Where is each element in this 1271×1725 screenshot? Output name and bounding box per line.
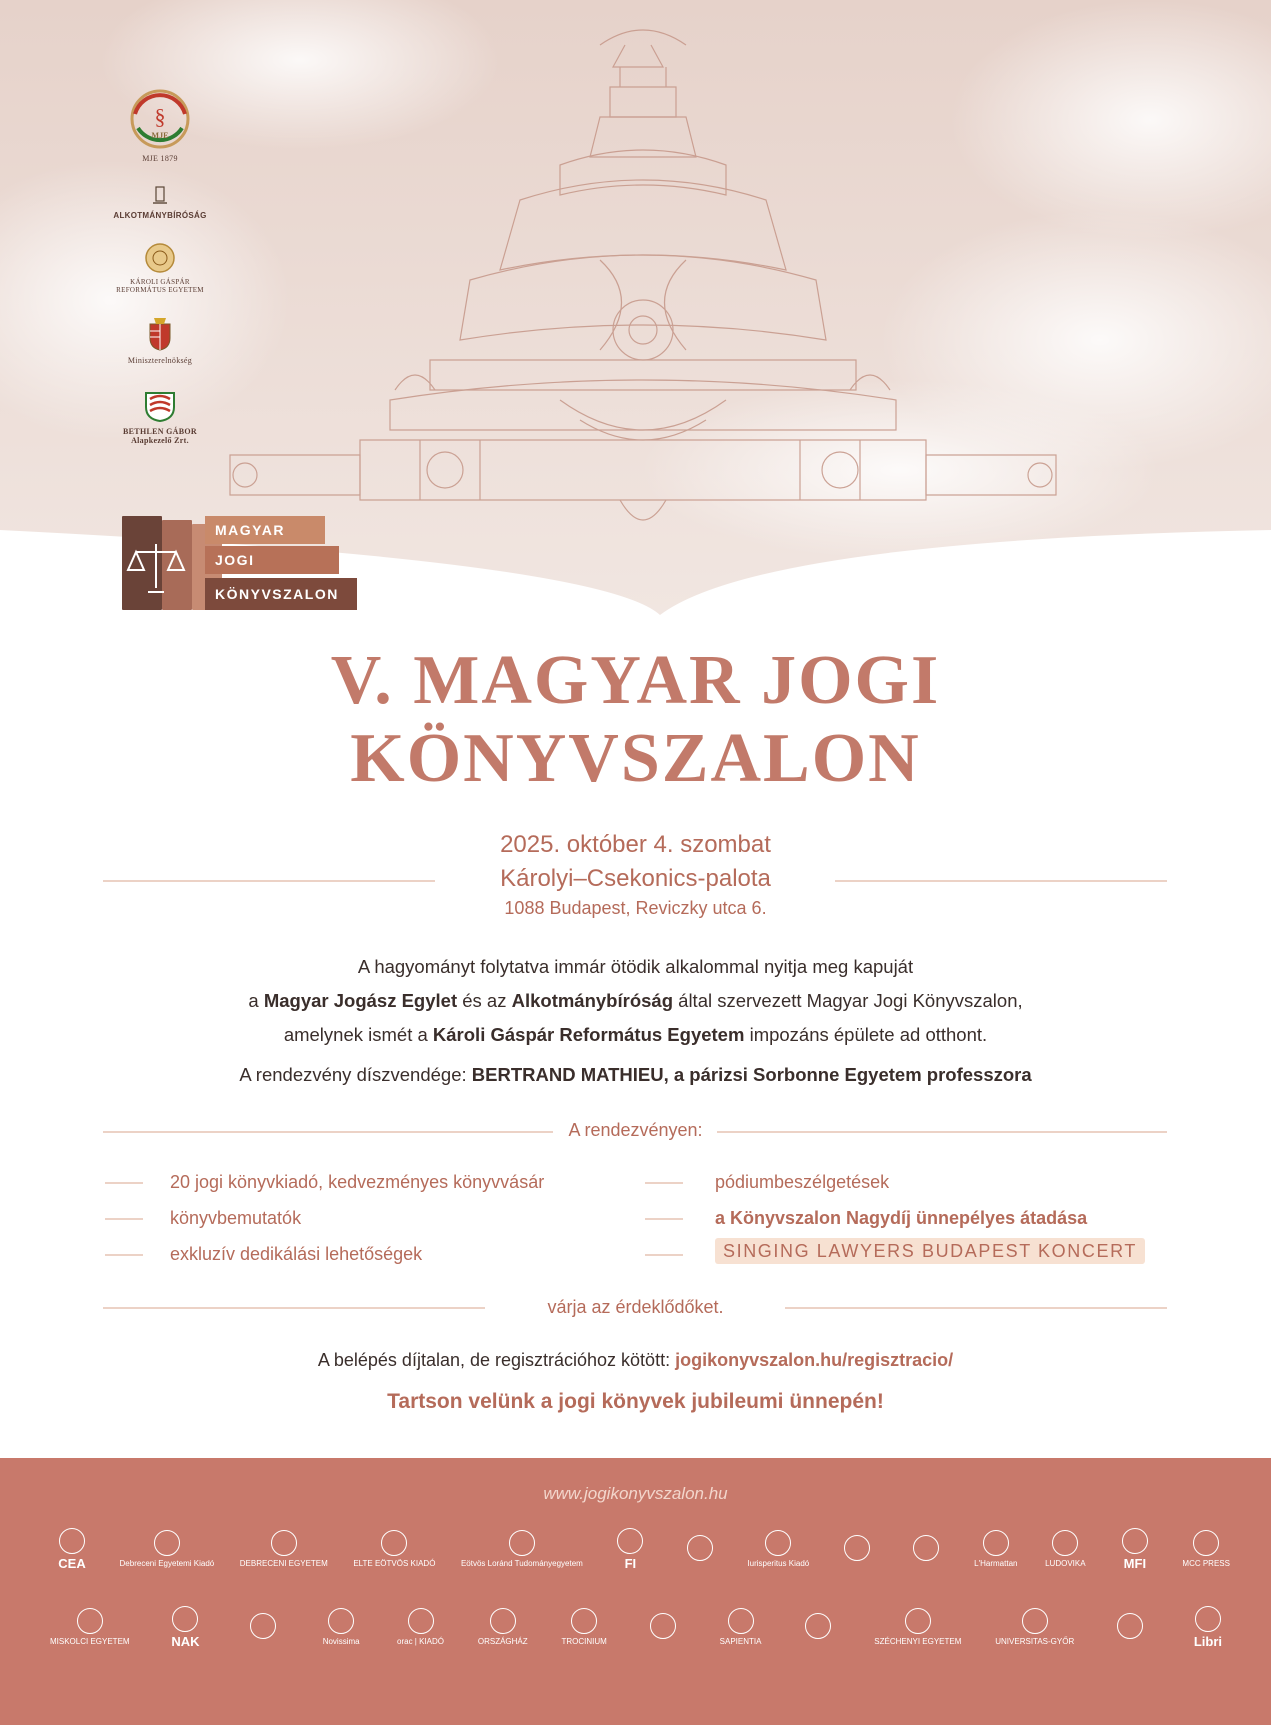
divider	[835, 880, 1167, 882]
partner-emblem-icon	[1193, 1530, 1219, 1556]
list-bullet	[645, 1182, 683, 1184]
intro-line3: amelynek ismét a Károli Gáspár Református Egyetem impozáns épülete ad otthont.	[283, 1024, 988, 1045]
partner-logo	[478, 1608, 528, 1647]
partner-emblem-icon	[59, 1528, 85, 1554]
event-venue: Károlyi–Csekonics-palota	[500, 865, 771, 892]
registration-info: A belépés díjtalan, de regisztrációhoz kötött: jogikonyvszalon.hu/regisztracio/	[317, 1350, 954, 1370]
website-link[interactable]: www.jogikonyvszalon.hu	[543, 1484, 728, 1503]
partner-logo	[562, 1608, 607, 1647]
partner-emblem-icon	[250, 1613, 276, 1639]
karoli-icon	[144, 242, 176, 274]
mje-name: Magyar Jogász Egylet	[263, 990, 458, 1011]
partner-name: UNIVERSITAS-GYŐR	[995, 1637, 1075, 1646]
partner-emblem-icon	[271, 1530, 297, 1556]
karoli-name: Károli Gáspár Református Egyetem	[432, 1024, 745, 1045]
call-to-action: Tartson velünk a jogi könyvek jubileumi ünnepén!	[387, 1390, 884, 1413]
partner-emblem-icon	[650, 1613, 676, 1639]
svg-text:§: §	[154, 104, 166, 129]
partner-emblem-icon	[1122, 1528, 1148, 1554]
event-logo-line1: MAGYAR	[205, 516, 325, 544]
karoli-logo	[100, 242, 220, 294]
program-item: exkluzív dedikálási lehetőségek	[170, 1244, 423, 1264]
karoli-caption: KÁROLI GÁSPÁR REFORMÁTUS EGYETEM	[116, 278, 204, 294]
intro-line2: a Magyar Jogász Egylet és az Alkotmánybíróság által szervezett Magyar Jogi Könyvszalon,	[248, 990, 1023, 1011]
partner-logo	[719, 1608, 763, 1647]
partner-name: DEBRECENI EGYETEM	[239, 1559, 328, 1568]
list-bullet	[105, 1218, 143, 1220]
partner-name: orac | KIADÓ	[397, 1637, 444, 1646]
list-bullet	[645, 1254, 683, 1256]
miniszterelnokseg-logo	[100, 316, 220, 365]
alkotmanybirosag-name: Alkotmánybíróság	[511, 990, 674, 1011]
partner-logo	[874, 1608, 961, 1647]
partner-emblem-icon	[490, 1608, 516, 1634]
list-bullet	[105, 1182, 143, 1184]
event-date-venue	[0, 828, 1271, 896]
partner-emblem-icon	[1022, 1608, 1048, 1634]
bethlen-gabor-logo	[100, 387, 220, 445]
partner-emblem-icon	[765, 1530, 791, 1556]
partner-emblem-icon	[617, 1528, 643, 1554]
event-logo	[122, 516, 357, 610]
partner-name: FI	[624, 1556, 637, 1571]
partner-emblem-icon	[571, 1608, 597, 1634]
list-bullet	[645, 1218, 683, 1220]
page-title-line1: V. MAGYAR JOGI	[330, 642, 941, 719]
partner-logo	[678, 1535, 722, 1564]
partner-logos-row2	[50, 1606, 1230, 1649]
concert-badge: SINGING LAWYERS BUDAPEST KONCERT	[715, 1238, 1145, 1264]
partner-emblem-icon	[905, 1608, 931, 1634]
partner-name: Eötvös Loránd Tudományegyetem	[460, 1559, 583, 1568]
partner-emblem-icon	[687, 1535, 713, 1561]
partner-name: LUDOVIKA	[1045, 1559, 1086, 1568]
partner-name: Debreceni Egyetemi Kiadó	[119, 1559, 215, 1568]
partner-emblem-icon	[154, 1530, 180, 1556]
alkotmanybirosag-icon	[145, 185, 175, 207]
program-item-concert	[715, 1239, 1145, 1263]
intro-paragraph	[0, 950, 1271, 1052]
partner-logo	[461, 1530, 583, 1569]
mje-emblem-icon	[129, 88, 191, 150]
partner-name: ELTE EÖTVÖS KIADÓ	[353, 1559, 436, 1568]
program-item-award: a Könyvszalon Nagydíj ünnepélyes átadása	[715, 1208, 1088, 1228]
partner-emblem-icon	[844, 1535, 870, 1561]
partner-logo	[1108, 1613, 1152, 1642]
partner-logo	[1182, 1530, 1230, 1569]
partner-emblem-icon	[172, 1606, 198, 1632]
partner-logo	[796, 1613, 840, 1642]
event-logo-line3: KÖNYVSZALON	[205, 578, 357, 610]
mje-logo	[100, 88, 220, 163]
partner-logo	[995, 1608, 1074, 1647]
alkotmanybirosag-caption: ALKOTMÁNYBÍRÓSÁG	[113, 211, 207, 220]
partner-name: Novissima	[322, 1637, 360, 1646]
registration-link[interactable]: jogikonyvszalon.hu/regisztracio/	[675, 1350, 954, 1370]
guest-name: BERTRAND MATHIEU, a párizsi Sorbonne Egyetem professzora	[471, 1064, 1032, 1085]
partner-name: TROCINIUM	[561, 1637, 607, 1646]
partner-logo	[353, 1530, 435, 1569]
partner-emblem-icon	[77, 1608, 103, 1634]
divider	[103, 880, 435, 882]
partner-name: Iurisperitus Kiadó	[747, 1559, 810, 1568]
partner-name: MFI	[1123, 1556, 1147, 1571]
partner-name: MCC PRESS	[1182, 1559, 1230, 1568]
partner-name: L'Harmattan	[974, 1559, 1018, 1568]
waiting-text: várja az érdeklődőket.	[547, 1297, 724, 1317]
partner-logo	[120, 1530, 215, 1569]
partner-logo	[608, 1528, 652, 1571]
partner-logos-row1	[50, 1528, 1230, 1571]
partner-name: SAPIENTIA	[719, 1637, 762, 1646]
partner-name: ORSZÁGHÁZ	[477, 1637, 528, 1646]
partner-logo	[50, 1528, 94, 1571]
partner-logo	[319, 1608, 363, 1647]
partner-logo	[397, 1608, 444, 1647]
miniszterelnokseg-caption: Miniszterelnökség	[127, 356, 193, 365]
guest-of-honor: A rendezvény díszvendége: BERTRAND MATHIEU, a párizsi Sorbonne Egyetem professzora	[239, 1064, 1032, 1085]
partner-logo	[747, 1530, 809, 1569]
event-date: 2025. október 4. szombat	[500, 831, 771, 858]
partner-logo	[904, 1535, 948, 1564]
list-bullet	[105, 1254, 143, 1256]
program-heading: A rendezvényen:	[568, 1120, 703, 1140]
sponsor-logo-column	[100, 88, 220, 467]
partner-logo	[50, 1608, 130, 1647]
partner-name: SZÉCHENYI EGYETEM	[874, 1637, 962, 1646]
bethlen-gabor-caption: BETHLEN GÁBOR Alapkezelő Zrt.	[123, 427, 197, 445]
partner-logo	[974, 1530, 1018, 1569]
partner-emblem-icon	[381, 1530, 407, 1556]
partner-name: NAK	[171, 1634, 200, 1649]
partner-emblem-icon	[1195, 1606, 1221, 1632]
partner-emblem-icon	[913, 1535, 939, 1561]
partner-name: CEA	[58, 1556, 86, 1571]
partner-emblem-icon	[1117, 1613, 1143, 1639]
program-item: könyvbemutatók	[170, 1208, 302, 1228]
partner-emblem-icon	[983, 1530, 1009, 1556]
partner-logo	[1113, 1528, 1157, 1571]
page-title-line2: KÖNYVSZALON	[350, 720, 921, 797]
partner-emblem-icon	[408, 1608, 434, 1634]
partner-emblem-icon	[728, 1608, 754, 1634]
partner-logo	[163, 1606, 207, 1649]
intro-line1: A hagyományt folytatva immár ötödik alkalommal nyitja meg kapuját	[357, 956, 914, 977]
svg-text:MJE: MJE	[151, 131, 169, 140]
event-address: 1088 Budapest, Reviczky utca 6.	[504, 898, 767, 918]
partner-name: MISKOLCI EGYETEM	[50, 1637, 130, 1646]
program-item: pódiumbeszélgetések	[715, 1172, 890, 1192]
partner-logo	[835, 1535, 879, 1564]
partner-logo	[641, 1613, 685, 1642]
footer	[0, 1458, 1271, 1725]
partner-name: Libri	[1193, 1634, 1223, 1649]
partner-logo	[240, 1530, 328, 1569]
mje-caption: MJE 1879	[142, 154, 178, 163]
partner-emblem-icon	[328, 1608, 354, 1634]
event-logo-line2: JOGI	[205, 546, 339, 574]
partner-emblem-icon	[509, 1530, 535, 1556]
partner-emblem-icon	[1052, 1530, 1078, 1556]
hungarian-coat-of-arms-icon	[147, 316, 173, 352]
partner-logo	[1043, 1530, 1087, 1569]
program-item: 20 jogi könyvkiadó, kedvezményes könyvvásár	[170, 1172, 545, 1192]
alkotmanybirosag-logo	[100, 185, 220, 220]
partner-logo	[241, 1613, 285, 1642]
partner-emblem-icon	[805, 1613, 831, 1639]
partner-logo	[1186, 1606, 1230, 1649]
scales-of-justice-icon	[126, 540, 186, 596]
bethlen-gabor-icon	[142, 387, 178, 423]
